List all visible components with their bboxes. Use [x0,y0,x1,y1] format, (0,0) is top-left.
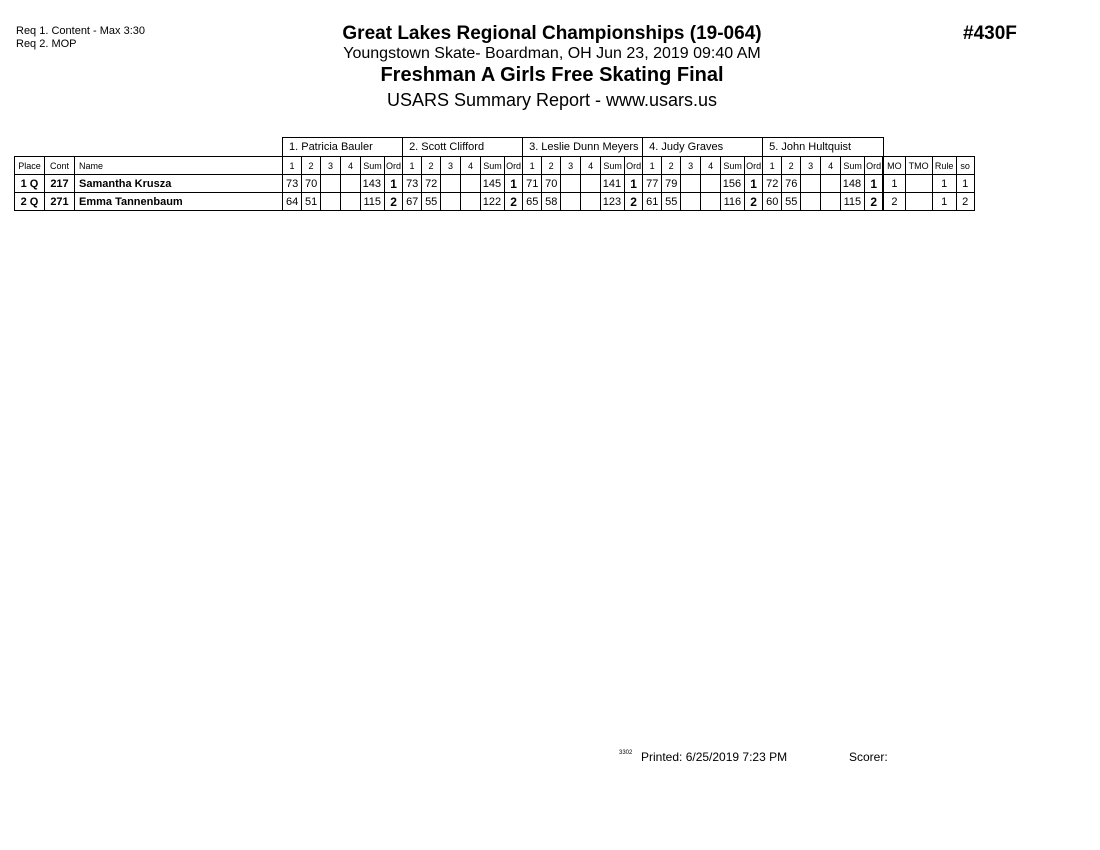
ord-cell: 2 [625,193,643,211]
cont-cell: 217 [45,175,75,193]
ord-cell: 2 [745,193,763,211]
judge-2-name: 2. Scott Clifford [403,138,523,157]
score-1-header: 1 [643,157,662,175]
score-cell [441,193,461,211]
mo-cell: 1 [883,175,905,193]
score-cell: 51 [302,193,321,211]
score-cell: 55 [422,193,441,211]
sum-cell: 122 [481,193,505,211]
score-cell [581,193,601,211]
score-cell [801,193,821,211]
score-1-header: 1 [403,157,422,175]
requirements-block [16,25,145,51]
so-cell: 2 [956,193,974,211]
sum-header: Sum [841,157,865,175]
rule-header: Rule [932,157,956,175]
score-3-header: 3 [681,157,701,175]
score-2-header: 2 [542,157,561,175]
score-cell [441,175,461,193]
score-cell [561,175,581,193]
name-header: Name [75,157,283,175]
score-cell: 76 [782,175,801,193]
ord-cell: 1 [385,175,403,193]
score-4-header: 4 [821,157,841,175]
score-cell: 70 [542,175,561,193]
ord-header: Ord [505,157,523,175]
printed-timestamp: Printed: 6/25/2019 7:23 PM [641,750,788,764]
score-2-header: 2 [422,157,441,175]
ord-cell: 2 [865,193,884,211]
score-cell: 71 [523,175,542,193]
mo-cell: 2 [883,193,905,211]
requirement-line: Req 2. MOP [16,38,77,50]
score-cell: 67 [403,193,422,211]
sum-header: Sum [601,157,625,175]
score-cell: 58 [542,193,561,211]
event-title: Freshman A Girls Free Skating Final [380,64,724,86]
sum-header: Sum [361,157,385,175]
ord-cell: 2 [385,193,403,211]
ord-cell: 1 [745,175,763,193]
score-cell [321,193,341,211]
rule-cell: 1 [932,175,956,193]
score-cell [581,175,601,193]
ord-header: Ord [625,157,643,175]
cont-header: Cont [45,157,75,175]
score-cell [341,193,361,211]
score-cell: 65 [523,193,542,211]
ord-cell: 1 [865,175,884,193]
sum-cell: 141 [601,175,625,193]
score-3-header: 3 [561,157,581,175]
sum-cell: 115 [361,193,385,211]
sum-cell: 156 [721,175,745,193]
cont-cell: 271 [45,193,75,211]
judge-4-name: 4. Judy Graves [643,138,763,157]
results-table [14,137,975,211]
score-cell [701,193,721,211]
skater-name: Samantha Krusza [75,175,283,193]
place-cell: 2 Q [15,193,45,211]
score-cell: 73 [283,175,302,193]
tmo-cell [905,175,932,193]
ord-header: Ord [865,157,884,175]
judge-1-name: 1. Patricia Bauler [283,138,403,157]
location-date: Youngstown Skate- Boardman, OH Jun 23, 2019 09:40 AM [343,45,761,62]
score-cell: 72 [763,175,782,193]
score-cell [461,175,481,193]
result-row [15,193,975,211]
ord-header: Ord [745,157,763,175]
score-cell [461,193,481,211]
so-cell: 1 [956,175,974,193]
sum-cell: 143 [361,175,385,193]
score-cell: 73 [403,175,422,193]
score-cell: 77 [643,175,662,193]
score-3-header: 3 [441,157,461,175]
place-cell: 1 Q [15,175,45,193]
competition-title: Great Lakes Regional Championships (19-064) [342,23,762,44]
score-cell [821,175,841,193]
mo-header: MO [883,157,905,175]
so-header: so [956,157,974,175]
score-cell: 64 [283,193,302,211]
scorer-label: Scorer: [849,750,888,764]
tmo-cell [905,193,932,211]
judge-3-name: 3. Leslie Dunn Meyers [523,138,643,157]
score-2-header: 2 [782,157,801,175]
score-cell [701,175,721,193]
judge-5-name: 5. John Hultquist [763,138,884,157]
score-cell: 79 [662,175,681,193]
score-3-header: 3 [321,157,341,175]
score-cell: 60 [763,193,782,211]
score-1-header: 1 [763,157,782,175]
score-4-header: 4 [701,157,721,175]
sum-header: Sum [721,157,745,175]
sum-cell: 148 [841,175,865,193]
ord-cell: 1 [505,175,523,193]
score-cell [681,193,701,211]
score-cell [801,175,821,193]
result-row [15,175,975,193]
tmo-header: TMO [905,157,932,175]
ord-header: Ord [385,157,403,175]
score-cell [341,175,361,193]
ord-cell: 2 [505,193,523,211]
score-3-header: 3 [801,157,821,175]
ord-cell: 1 [625,175,643,193]
report-title: USARS Summary Report - www.usars.us [386,90,718,110]
rule-cell: 1 [932,193,956,211]
score-4-header: 4 [461,157,481,175]
score-cell: 61 [643,193,662,211]
score-cell: 55 [662,193,681,211]
score-cell [321,175,341,193]
score-cell [681,175,701,193]
score-4-header: 4 [581,157,601,175]
score-cell: 70 [302,175,321,193]
score-1-header: 1 [523,157,542,175]
sum-cell: 115 [841,193,865,211]
requirement-line: Req 1. Content - Max 3:30 [16,25,146,37]
score-1-header: 1 [283,157,302,175]
score-cell [561,193,581,211]
sum-header: Sum [481,157,505,175]
judge-header-row [15,138,975,157]
sum-cell: 116 [721,193,745,211]
score-cell: 72 [422,175,441,193]
place-header: Place [15,157,45,175]
score-4-header: 4 [341,157,361,175]
score-cell: 55 [782,193,801,211]
sum-cell: 145 [481,175,505,193]
score-2-header: 2 [662,157,681,175]
skater-name: Emma Tannenbaum [75,193,283,211]
score-cell [821,193,841,211]
report-code: 3302 [619,750,633,756]
score-2-header: 2 [302,157,321,175]
column-header-row [15,157,975,175]
sum-cell: 123 [601,193,625,211]
event-number: #430F [963,23,1017,44]
